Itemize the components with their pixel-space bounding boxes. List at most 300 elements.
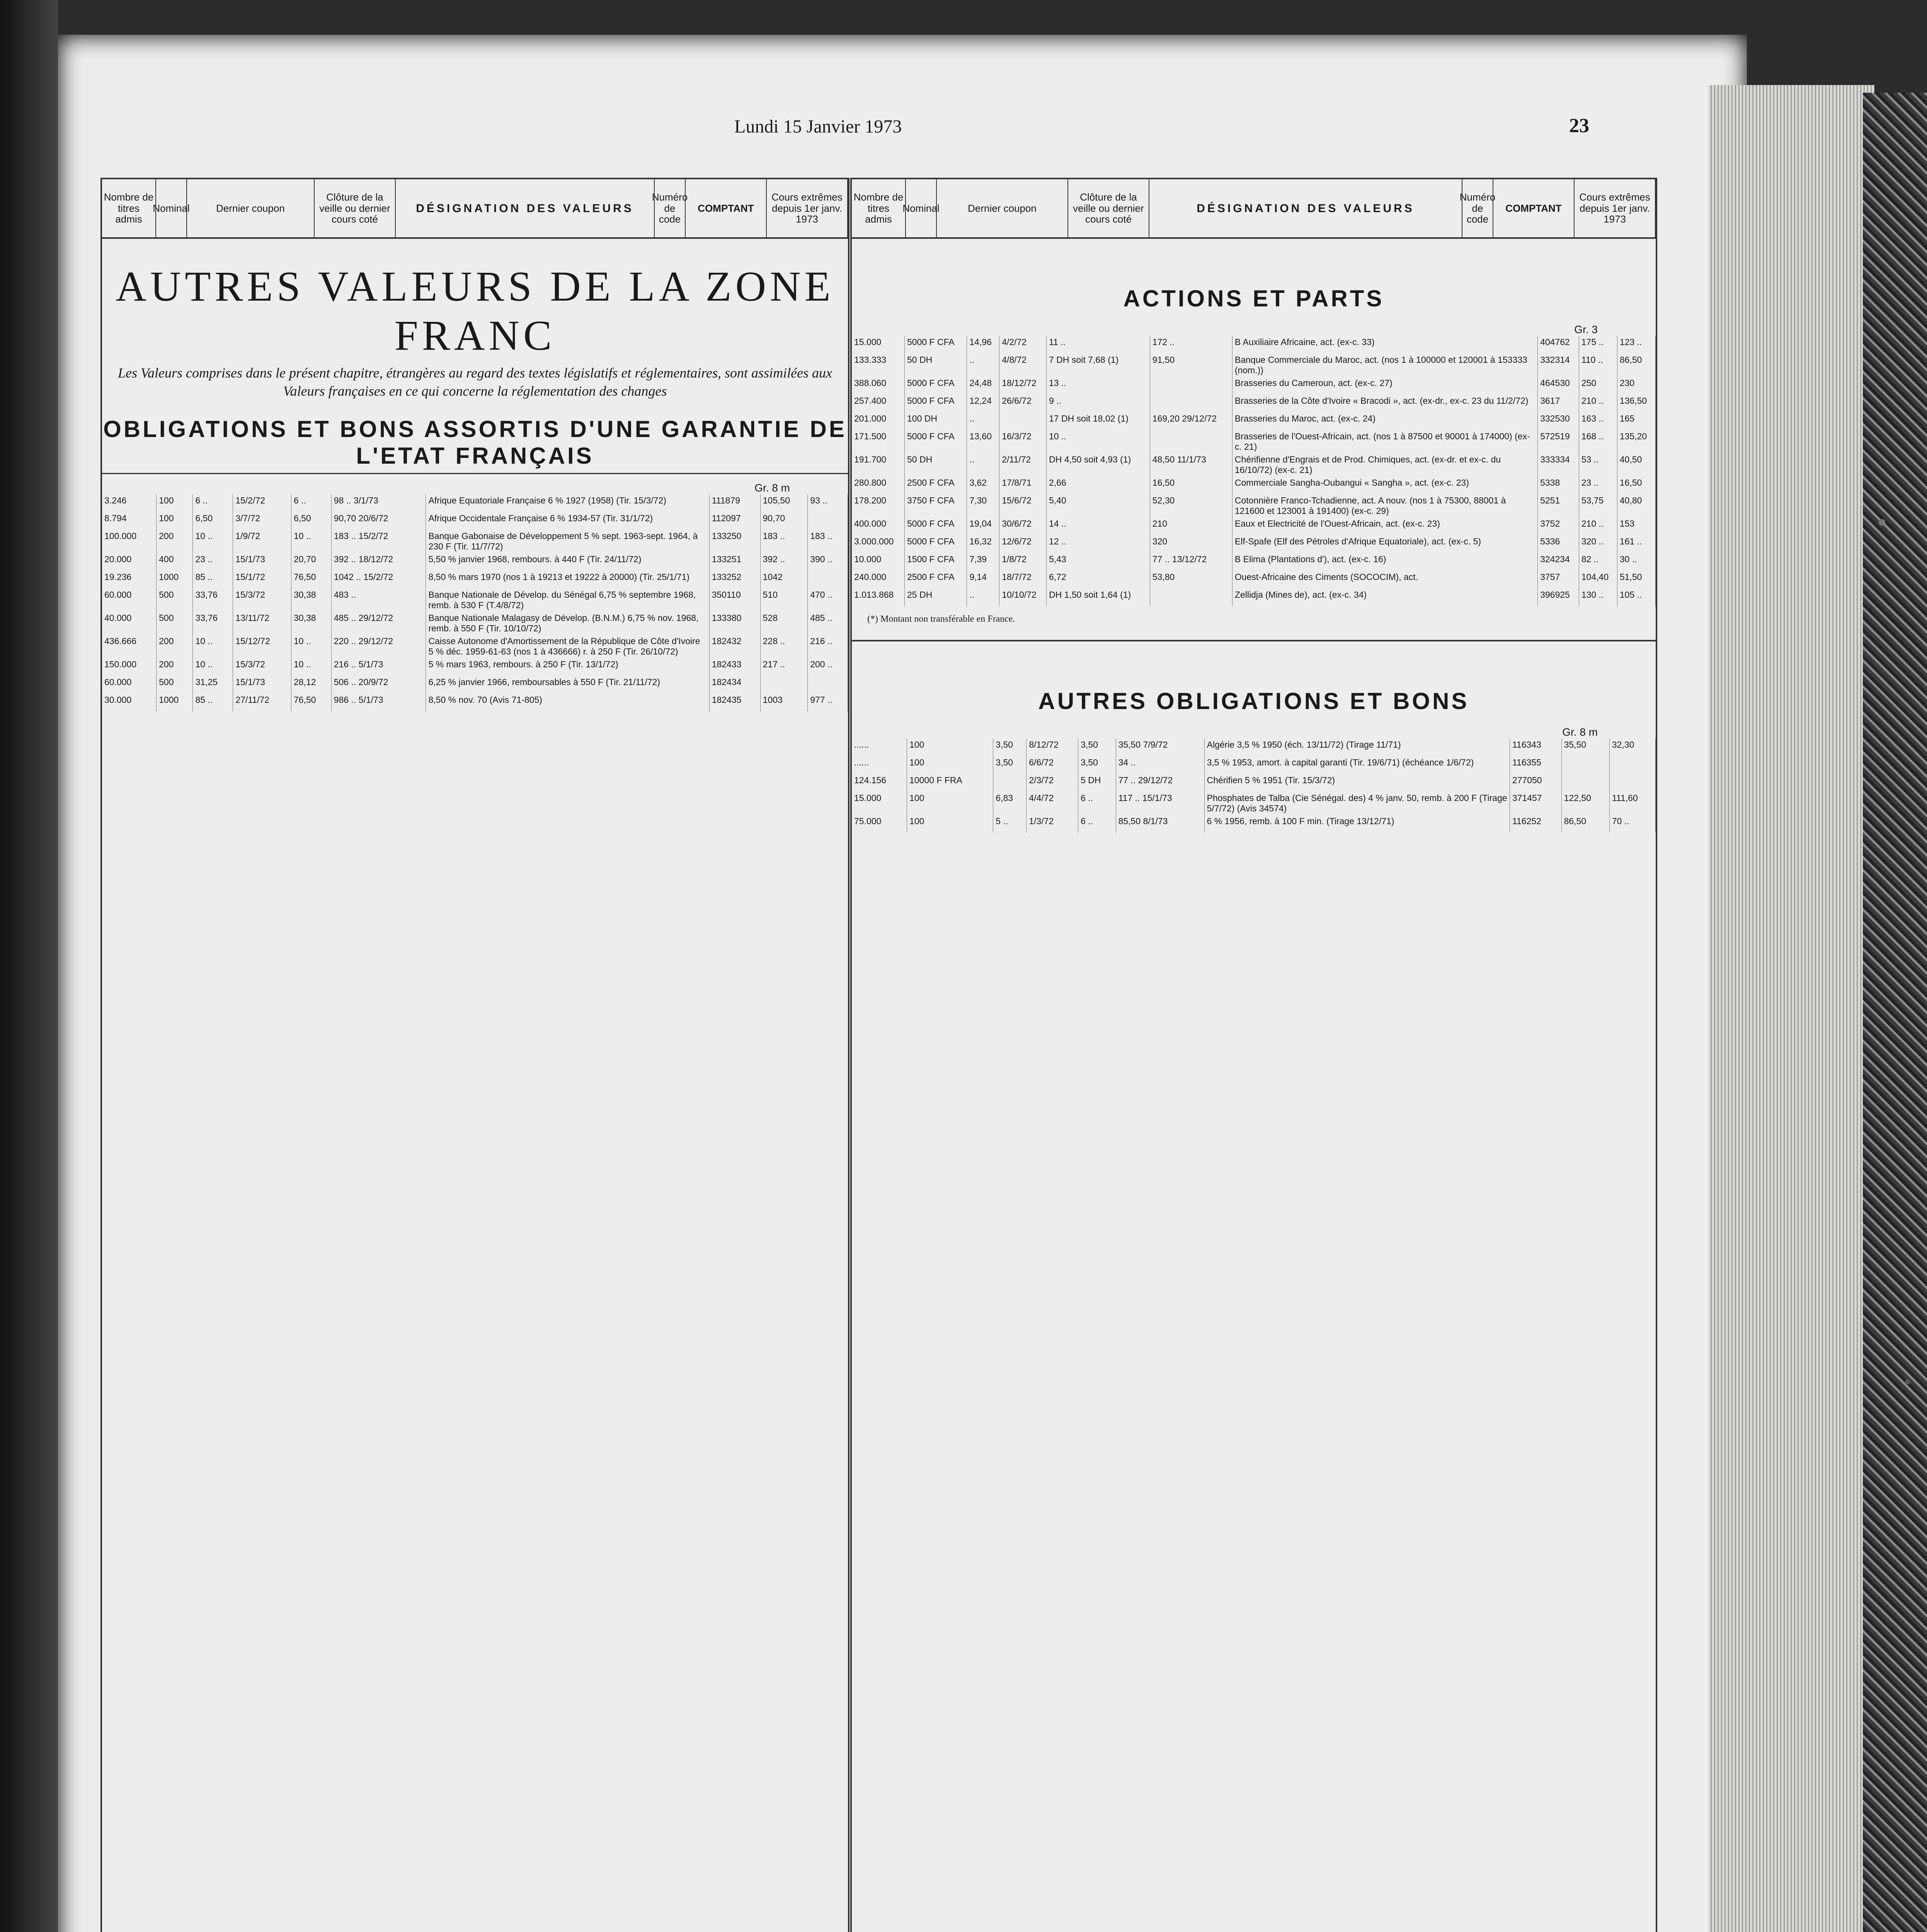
column-header (102, 179, 848, 239)
cell-code: 3757 (1538, 571, 1579, 588)
cell-n: 400.000 (852, 517, 904, 535)
cell-c: 183 .. 15/2/72 (331, 530, 426, 553)
cell-n: 19.236 (102, 571, 157, 588)
table-row (102, 694, 848, 711)
cell-c: 52,30 (1150, 494, 1232, 517)
cell-p2 (1609, 774, 1655, 792)
cell-code: 182435 (709, 694, 760, 711)
cell-p1: 122,50 (1561, 792, 1609, 815)
cell-c: 320 (1150, 535, 1232, 553)
cell-n: 75.000 (852, 815, 907, 833)
cell-e: 13 .. (1047, 377, 1150, 395)
cell-g: 5 .. (993, 815, 1026, 833)
cell-d (999, 412, 1047, 430)
cell-g: 7,30 (967, 494, 999, 517)
cell-c: 172 .. (1150, 336, 1232, 354)
cell-g: 19,04 (967, 517, 999, 535)
cell-code: 277050 (1510, 774, 1561, 792)
cell-c (1150, 588, 1232, 606)
cell-p2: 40,80 (1617, 494, 1655, 517)
cell-n: 20.000 (102, 553, 157, 571)
header-nombre: Nombre de titres admis (102, 179, 156, 237)
cell-g: 31,25 (193, 676, 233, 694)
cell-p2: 153 (1617, 517, 1655, 535)
header-code: Numéro de code (655, 179, 686, 237)
cell-d: 1/3/72 (1026, 815, 1078, 833)
cell-n: 1.013.868 (852, 588, 904, 606)
cell-n: ...... (852, 738, 907, 756)
cell-p1: 1003 (760, 694, 808, 711)
cell-g: 10 .. (193, 658, 233, 676)
cell-p2: 230 (1617, 377, 1655, 395)
header-cours-extremes: Cours extrêmes depuis 1er janv. 1973 (1575, 179, 1656, 237)
cell-nom: 200 (157, 635, 193, 658)
column-header (852, 179, 1656, 239)
section-actions-parts: ACTIONS ET PARTS (1123, 286, 1384, 311)
cell-des: Afrique Equatoriale Française 6 % 1927 (1958) (Tir. 15/3/72) (426, 494, 709, 512)
cell-d: 16/3/72 (999, 430, 1047, 453)
cell-code: 3752 (1538, 517, 1579, 535)
cell-p2: 93 .. (808, 494, 848, 512)
cell-p2: 183 .. (808, 530, 848, 553)
cell-des: Brasseries de l'Ouest-Africain, act. (nos 1 à 87500 et 90001 à 174000) (ex-c. 21) (1232, 430, 1537, 453)
section-autres-obligations: AUTRES OBLIGATIONS ET BONS (1038, 688, 1469, 714)
cell-p1: 210 .. (1579, 517, 1617, 535)
table-row (852, 535, 1656, 553)
cell-code: 332314 (1538, 354, 1579, 377)
cell-e: 10 .. (291, 658, 331, 676)
cell-d: 15/6/72 (999, 494, 1047, 517)
table-row (852, 377, 1656, 395)
cell-des: Zellidja (Mines de), act. (ex-c. 34) (1232, 588, 1537, 606)
right-table-obligations (852, 738, 1656, 833)
cell-g: 3,50 (993, 756, 1026, 774)
cell-e: 5,43 (1047, 553, 1150, 571)
group-label: Gr. 8 m (754, 481, 790, 494)
cell-g: 16,32 (967, 535, 999, 553)
cell-n: 8.794 (102, 512, 157, 530)
cell-d: 15/12/72 (233, 635, 291, 658)
cell-n: 15.000 (852, 336, 904, 354)
cell-g: 6,83 (993, 792, 1026, 815)
cell-nom: 500 (157, 588, 193, 612)
cell-code: 572519 (1538, 430, 1579, 453)
cell-e: 10 .. (1047, 430, 1150, 453)
cell-code: 182432 (709, 635, 760, 658)
cell-n: 257.400 (852, 395, 904, 412)
cell-p2 (808, 571, 848, 588)
cell-nom: 100 (157, 512, 193, 530)
cell-p2: 135,20 (1617, 430, 1655, 453)
table-row (852, 738, 1656, 756)
cell-p2: 216 .. (808, 635, 848, 658)
cell-n: 436.666 (102, 635, 157, 658)
cell-nom: 5000 F CFA (904, 430, 967, 453)
cell-d: 15/3/72 (233, 588, 291, 612)
cell-n: 40.000 (102, 612, 157, 635)
cell-c: 98 .. 3/1/73 (331, 494, 426, 512)
cell-c: 53,80 (1150, 571, 1232, 588)
cell-g: 10 .. (193, 635, 233, 658)
cell-p1: 163 .. (1579, 412, 1617, 430)
cell-c: 117 .. 15/1/73 (1116, 792, 1204, 815)
marbled-cover (1863, 93, 1927, 1932)
cell-c: 169,20 29/12/72 (1150, 412, 1232, 430)
cell-c: 48,50 11/1/73 (1150, 453, 1232, 476)
table-row (102, 571, 848, 588)
cell-d: 8/12/72 (1026, 738, 1078, 756)
cell-p1 (1561, 774, 1609, 792)
table-row (102, 676, 848, 694)
cell-code: 3617 (1538, 395, 1579, 412)
cell-p2: 86,50 (1617, 354, 1655, 377)
cell-e: 6,72 (1047, 571, 1150, 588)
cell-e: 9 .. (1047, 395, 1150, 412)
group-label: Gr. 3 (1574, 323, 1598, 335)
cell-code: 182434 (709, 676, 760, 694)
cell-c: 35,50 7/9/72 (1116, 738, 1204, 756)
cell-p1: 183 .. (760, 530, 808, 553)
cell-code: 112097 (709, 512, 760, 530)
cell-g: 85 .. (193, 694, 233, 711)
table-row (852, 430, 1656, 453)
cell-code: 5338 (1538, 476, 1579, 494)
cell-c: 392 .. 18/12/72 (331, 553, 426, 571)
cell-c: 16,50 (1150, 476, 1232, 494)
cell-g: .. (967, 354, 999, 377)
cell-e: 5 DH (1078, 774, 1116, 792)
cell-n: 15.000 (852, 792, 907, 815)
cell-des: Ouest-Africaine des Ciments (SOCOCIM), act. (1232, 571, 1537, 588)
cell-d: 27/11/72 (233, 694, 291, 711)
cell-c: 485 .. 29/12/72 (331, 612, 426, 635)
cell-p2: 470 .. (808, 588, 848, 612)
cell-nom: 3750 F CFA (904, 494, 967, 517)
cell-code: 116252 (1510, 815, 1561, 833)
table-row (852, 756, 1656, 774)
cell-g: 23 .. (193, 553, 233, 571)
cell-e: DH 1,50 soit 1,64 (1) (1047, 588, 1150, 606)
cell-d: 2/11/72 (999, 453, 1047, 476)
cell-g: .. (967, 453, 999, 476)
cell-g: 6,50 (193, 512, 233, 530)
cell-n: 133.333 (852, 354, 904, 377)
table-row (852, 494, 1656, 517)
cell-n: 280.800 (852, 476, 904, 494)
table-row (852, 815, 1656, 833)
page-number: 23 (1569, 115, 1589, 137)
cell-nom: 100 (907, 792, 993, 815)
cell-des: Afrique Occidentale Française 6 % 1934-57 (Tir. 31/1/72) (426, 512, 709, 530)
book-gutter (0, 0, 58, 1932)
cell-des: Chérifienne d'Engrais et de Prod. Chimiques, act. (ex-dr. et ex-c. du 16/10/72) (ex-c. 21) (1232, 453, 1537, 476)
cell-p2: 136,50 (1617, 395, 1655, 412)
header-cloture: Clôture de la veille ou dernier cours coté (1068, 179, 1149, 237)
cell-nom: 5000 F CFA (904, 395, 967, 412)
cell-d: 18/12/72 (999, 377, 1047, 395)
cell-p2 (808, 512, 848, 530)
cell-c: 210 (1150, 517, 1232, 535)
cell-p2: 165 (1617, 412, 1655, 430)
cell-des: Cotonnière Franco-Tchadienne, act. A nouv. (nos 1 à 75300, 88001 à 121600 et 123001 à 191400) (ex-c. 29) (1232, 494, 1537, 517)
cell-e: 20,70 (291, 553, 331, 571)
cell-d: 12/6/72 (999, 535, 1047, 553)
cell-p2: 977 .. (808, 694, 848, 711)
cell-n: 178.200 (852, 494, 904, 517)
cell-e: 3,50 (1078, 738, 1116, 756)
cell-e: 17 DH soit 18,02 (1) (1047, 412, 1150, 430)
cell-des: Brasseries du Cameroun, act. (ex-c. 27) (1232, 377, 1537, 395)
cell-p2: 32,30 (1609, 738, 1655, 756)
cell-code: 324234 (1538, 553, 1579, 571)
cell-c: 34 .. (1116, 756, 1204, 774)
cell-d: 18/7/72 (999, 571, 1047, 588)
cell-c: 506 .. 20/9/72 (331, 676, 426, 694)
cell-d: 15/1/73 (233, 676, 291, 694)
cell-des: 5 % mars 1963, rembours. à 250 F (Tir. 13/1/72) (426, 658, 709, 676)
cell-n: 10.000 (852, 553, 904, 571)
cell-n: ...... (852, 756, 907, 774)
cell-p2: 200 .. (808, 658, 848, 676)
cell-code: 182433 (709, 658, 760, 676)
book-page-edges (1708, 85, 1874, 1932)
cell-code: 116343 (1510, 738, 1561, 756)
cell-c: 90,70 20/6/72 (331, 512, 426, 530)
table-row (102, 612, 848, 635)
cell-p1: 104,40 (1579, 571, 1617, 588)
cell-g: 33,76 (193, 588, 233, 612)
cell-e: 6,50 (291, 512, 331, 530)
cell-des: Elf-Spafe (Elf des Pétroles d'Afrique Equatoriale), act. (ex-c. 5) (1232, 535, 1537, 553)
cell-g: 3,62 (967, 476, 999, 494)
table-row (852, 553, 1656, 571)
header-designation: DÉSIGNATION DES VALEURS (1149, 179, 1462, 237)
cell-c: 77 .. 29/12/72 (1116, 774, 1204, 792)
cell-nom: 100 (907, 756, 993, 774)
cell-p1: 528 (760, 612, 808, 635)
cell-des: 5,50 % janvier 1968, rembours. à 440 F (Tir. 24/11/72) (426, 553, 709, 571)
cell-p2: 161 .. (1617, 535, 1655, 553)
cell-d: 1/8/72 (999, 553, 1047, 571)
cell-des: Banque Nationale Malagasy de Dévelop. (B.N.M.) 6,75 % nov. 1968, remb. à 550 F (Tir. 10/10/72) (426, 612, 709, 635)
header-code: Numéro de code (1462, 179, 1493, 237)
cell-p1: 217 .. (760, 658, 808, 676)
header-nominal: Nominal (156, 179, 187, 237)
header-cloture: Clôture de la veille ou dernier cours coté (315, 179, 396, 237)
header-nombre: Nombre de titres admis (852, 179, 906, 237)
cell-g: 9,14 (967, 571, 999, 588)
cell-e: 6 .. (1078, 792, 1116, 815)
cell-p2: 111,60 (1609, 792, 1655, 815)
cell-nom: 25 DH (904, 588, 967, 606)
cell-p2: 123 .. (1617, 336, 1655, 354)
cell-p1: 130 .. (1579, 588, 1617, 606)
table-row (852, 571, 1656, 588)
cell-des: Brasseries de la Côte d'Ivoire « Bracodi », act. (ex-dr., ex-c. 23 du 11/2/72) (1232, 395, 1537, 412)
cell-p1: 105,50 (760, 494, 808, 512)
table-row (852, 588, 1656, 606)
cell-code: 333334 (1538, 453, 1579, 476)
cell-g: .. (967, 588, 999, 606)
cell-des: Banque Nationale de Dévelop. du Sénégal 6,75 % septembre 1968, remb. à 530 F (T.4/8/72) (426, 588, 709, 612)
cell-g: 3,50 (993, 738, 1026, 756)
cell-e: 28,12 (291, 676, 331, 694)
cell-nom: 2500 F CFA (904, 476, 967, 494)
cell-des: Brasseries du Maroc, act. (ex-c. 24) (1232, 412, 1537, 430)
cell-p1: 1042 (760, 571, 808, 588)
header-designation: DÉSIGNATION DES VALEURS (396, 179, 655, 237)
cell-e: 14 .. (1047, 517, 1150, 535)
cell-p1: 35,50 (1561, 738, 1609, 756)
cell-c: 1042 .. 15/2/72 (331, 571, 426, 588)
cell-nom: 400 (157, 553, 193, 571)
table-row (852, 774, 1656, 792)
cell-p2: 16,50 (1617, 476, 1655, 494)
header-comptant: COMPTANT (686, 179, 767, 237)
table-row (102, 588, 848, 612)
cell-p1 (1561, 756, 1609, 774)
cell-p2 (1609, 756, 1655, 774)
cell-nom: 50 DH (904, 354, 967, 377)
cell-p1: 392 .. (760, 553, 808, 571)
cell-nom: 2500 F CFA (904, 571, 967, 588)
cell-e: 30,38 (291, 612, 331, 635)
cell-nom: 5000 F CFA (904, 535, 967, 553)
cell-des: Caisse Autonome d'Amortissement de la République de Côte d'Ivoire 5 % déc. 1959-61-63 (nos 1 à 436666) r. à 250 F (Tir. 26/10/72) (426, 635, 709, 658)
cell-p1: 53 .. (1579, 453, 1617, 476)
cell-d: 4/4/72 (1026, 792, 1078, 815)
cell-des: B Elima (Plantations d'), act. (ex-c. 16) (1232, 553, 1537, 571)
cell-nom: 500 (157, 612, 193, 635)
cell-code: 116355 (1510, 756, 1561, 774)
cell-p1: 110 .. (1579, 354, 1617, 377)
cell-nom: 100 (907, 815, 993, 833)
cell-c (1150, 377, 1232, 395)
cell-g (993, 774, 1026, 792)
cell-nom: 5000 F CFA (904, 336, 967, 354)
cell-p1: 250 (1579, 377, 1617, 395)
cell-e: 10 .. (291, 635, 331, 658)
right-table-actions (852, 336, 1656, 606)
cell-e: 6 .. (1078, 815, 1116, 833)
cell-code: 133251 (709, 553, 760, 571)
cell-p1: 23 .. (1579, 476, 1617, 494)
cell-g: 14,96 (967, 336, 999, 354)
cell-n: 30.000 (102, 694, 157, 711)
cell-c (1150, 430, 1232, 453)
header-nominal: Nominal (906, 179, 937, 237)
cell-p2: 105 .. (1617, 588, 1655, 606)
table-row (852, 476, 1656, 494)
cell-d: 17/8/71 (999, 476, 1047, 494)
cell-p2: 70 .. (1609, 815, 1655, 833)
right-column (850, 178, 1657, 1932)
cell-d: 13/11/72 (233, 612, 291, 635)
table-row (102, 635, 848, 658)
cell-nom: 1000 (157, 571, 193, 588)
cell-d: 2/3/72 (1026, 774, 1078, 792)
cell-e: 5,40 (1047, 494, 1150, 517)
cell-p2: 390 .. (808, 553, 848, 571)
cell-nom: 50 DH (904, 453, 967, 476)
cell-des: 8,50 % nov. 70 (Avis 71-805) (426, 694, 709, 711)
cell-g: 85 .. (193, 571, 233, 588)
cell-code: 396925 (1538, 588, 1579, 606)
cell-g: 6 .. (193, 494, 233, 512)
group-label: Gr. 8 m (1562, 726, 1598, 738)
cell-n: 388.060 (852, 377, 904, 395)
section-title: OBLIGATIONS ET BONS ASSORTIS D'UNE GARANTIE DE L'ETAT FRANÇAIS (102, 416, 848, 474)
cell-nom: 100 DH (904, 412, 967, 430)
table-row (852, 354, 1656, 377)
cell-code: 111879 (709, 494, 760, 512)
cell-nom: 100 (907, 738, 993, 756)
cell-c: 220 .. 29/12/72 (331, 635, 426, 658)
table-row (102, 553, 848, 571)
cell-g: 13,60 (967, 430, 999, 453)
cell-c: 91,50 (1150, 354, 1232, 377)
cell-des: Banque Commerciale du Maroc, act. (nos 1 à 100000 et 120001 à 153333 (nom.)) (1232, 354, 1537, 377)
cell-d: 4/2/72 (999, 336, 1047, 354)
cell-p1: 175 .. (1579, 336, 1617, 354)
cell-e: 12 .. (1047, 535, 1150, 553)
cell-code: 5336 (1538, 535, 1579, 553)
chapter-subtitle: Les Valeurs comprises dans le présent chapitre, étrangères au regard des textes législatifs et réglementaires, sont assimilées aux Valeurs françaises en ce qui concerne la réglementation des changes (117, 365, 832, 399)
footnote: (*) Montant non transférable en France. (867, 614, 1015, 624)
cell-d: 15/2/72 (233, 494, 291, 512)
cell-p2: 51,50 (1617, 571, 1655, 588)
cell-nom: 200 (157, 530, 193, 553)
cell-nom: 1500 F CFA (904, 553, 967, 571)
cell-code: 133380 (709, 612, 760, 635)
cell-n: 3.000.000 (852, 535, 904, 553)
cell-g: 12,24 (967, 395, 999, 412)
cell-n: 124.156 (852, 774, 907, 792)
cell-d: 3/7/72 (233, 512, 291, 530)
cell-e: DH 4,50 soit 4,93 (1) (1047, 453, 1150, 476)
cell-p2 (808, 676, 848, 694)
cell-e: 10 .. (291, 530, 331, 553)
cell-g: 10 .. (193, 530, 233, 553)
cell-des: Phosphates de Talba (Cie Sénégal. des) 4 % janv. 50, remb. à 200 F (Tirage 5/7/72) (Avis 34574) (1204, 792, 1510, 815)
header-comptant: COMPTANT (1493, 179, 1575, 237)
cell-n: 191.700 (852, 453, 904, 476)
cell-p1: 90,70 (760, 512, 808, 530)
cell-p1: 53,75 (1579, 494, 1617, 517)
cell-des: 3,5 % 1953, amort. à capital garanti (Tir. 19/6/71) (échéance 1/6/72) (1204, 756, 1510, 774)
cell-p1: 86,50 (1561, 815, 1609, 833)
cell-g: 7,39 (967, 553, 999, 571)
cell-g: 24,48 (967, 377, 999, 395)
cell-p1: 228 .. (760, 635, 808, 658)
cell-des: B Auxiliaire Africaine, act. (ex-c. 33) (1232, 336, 1537, 354)
cell-p1 (760, 676, 808, 694)
cell-des: Banque Gabonaise de Développement 5 % sept. 1963-sept. 1964, à 230 F (Tir. 11/7/72) (426, 530, 709, 553)
table-row (852, 792, 1656, 815)
cell-c (1150, 395, 1232, 412)
cell-code: 133250 (709, 530, 760, 553)
cell-d: 15/1/73 (233, 553, 291, 571)
cell-nom: 200 (157, 658, 193, 676)
cell-n: 60.000 (102, 588, 157, 612)
table-row (102, 494, 848, 512)
cell-des: 8,50 % mars 1970 (nos 1 à 19213 et 19222 à 20000) (Tir. 25/1/71) (426, 571, 709, 588)
cell-n: 100.000 (102, 530, 157, 553)
cell-code: 133252 (709, 571, 760, 588)
cell-p1: 82 .. (1579, 553, 1617, 571)
table-row (852, 517, 1656, 535)
cell-e: 30,38 (291, 588, 331, 612)
